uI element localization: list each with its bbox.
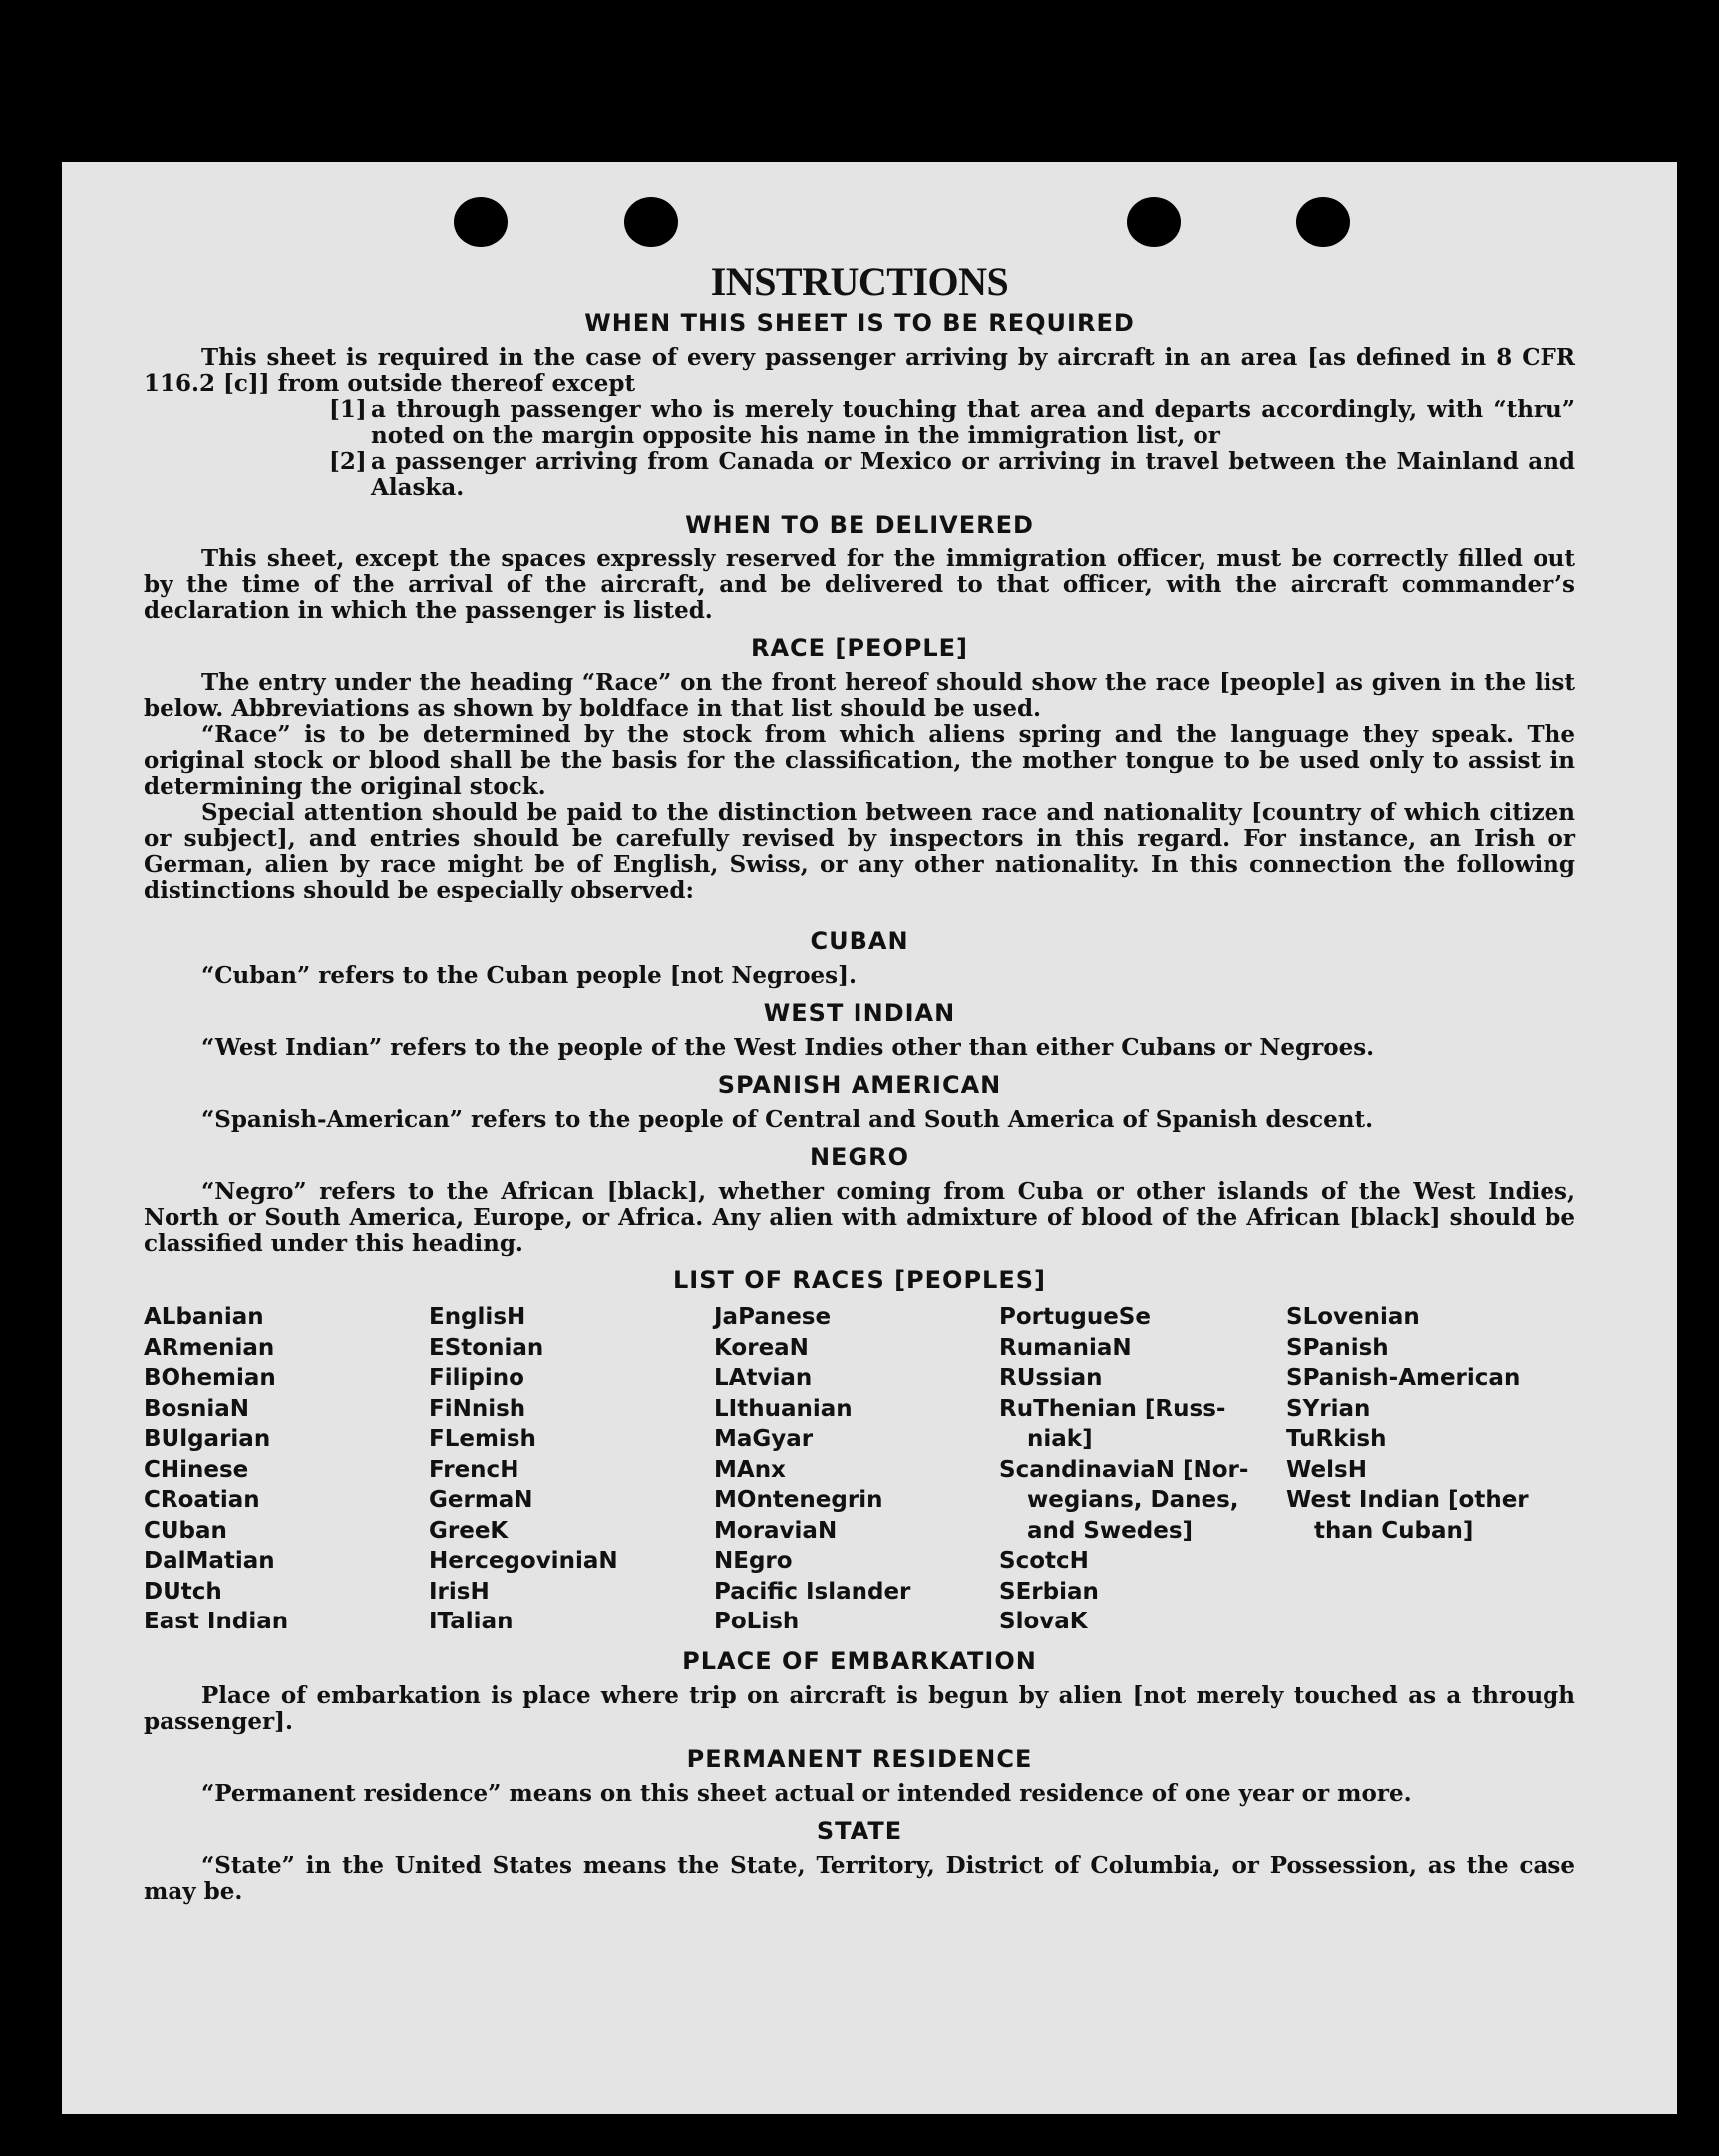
race-entry: MoraviaN xyxy=(714,1517,838,1544)
exception-item xyxy=(329,449,1575,501)
race-paragraph-3: Special attention should be paid to the distinction between race and nationality [country of which citizen or subject], and entries should be carefully revised by inspectors in this regard. For instance, an Irish or German, alien by race might be of English, Swiss, or any other nationality. In this connection the following distinctions should be especially observed: xyxy=(144,799,1575,903)
race-entry: LAtvian xyxy=(714,1365,813,1391)
punch-hole xyxy=(624,197,678,247)
race-entry: SPanish-American xyxy=(1286,1365,1521,1391)
item-text: a passenger arriving from Canada or Mexico or arriving in travel between the Mainland and Alaska. xyxy=(371,448,1575,501)
document-page xyxy=(62,162,1677,2114)
race-entry: DalMatian xyxy=(144,1548,275,1574)
race-entry: RumaniaN xyxy=(999,1334,1132,1361)
race-entry-continued: than Cuban] xyxy=(1314,1517,1474,1544)
heading-race: RACE [PEOPLE] xyxy=(750,634,969,662)
delivered-text: This sheet, except the spaces expressly reserved for the immigration officer, must be correctly filled out by the time of the arrival of the aircraft, and be delivered to that officer, with the aircraft commander’s declaration in which the passenger is listed. xyxy=(144,545,1575,624)
race-entry: SLovenian xyxy=(1286,1304,1420,1330)
race-entry: CUban xyxy=(144,1517,227,1544)
race-entry-continued: niak] xyxy=(1027,1426,1093,1452)
race-entry: DUtch xyxy=(144,1578,222,1605)
race-entry: TuRkish xyxy=(1286,1426,1387,1452)
race-entry: FLemish xyxy=(429,1426,536,1452)
races-column xyxy=(714,1302,999,1637)
race-entry: KoreaN xyxy=(714,1334,809,1361)
race-entry: SErbian xyxy=(999,1578,1099,1605)
race-entry: ARmenian xyxy=(144,1334,275,1361)
race-entry: JaPanese xyxy=(714,1304,832,1330)
race-entry: SPanish xyxy=(1286,1334,1389,1361)
race-entry: BOhemian xyxy=(144,1365,276,1391)
race-entry: BosniaN xyxy=(144,1395,250,1422)
punch-hole xyxy=(1296,197,1350,247)
race-entry: NEgro xyxy=(714,1548,793,1574)
races-column xyxy=(999,1302,1286,1637)
heading-permanent-residence: PERMANENT RESIDENCE xyxy=(686,1744,1033,1773)
race-entry: EnglisH xyxy=(429,1304,526,1330)
race-entry: ALbanian xyxy=(144,1304,264,1330)
race-entry: MOntenegrin xyxy=(714,1487,883,1513)
race-entry: IrisH xyxy=(429,1578,490,1605)
race-entry: MAnx xyxy=(714,1456,786,1483)
heading-negro: NEGRO xyxy=(809,1143,910,1171)
race-entry: RUssian xyxy=(999,1365,1103,1391)
race-entry: BUlgarian xyxy=(144,1426,271,1452)
race-entry: East Indian xyxy=(144,1609,289,1634)
race-entry: CRoatian xyxy=(144,1487,260,1513)
heading-cuban: CUBAN xyxy=(810,927,909,955)
races-column xyxy=(144,1302,429,1637)
race-entry: MaGyar xyxy=(714,1426,814,1452)
punch-hole xyxy=(454,197,508,247)
race-entry-continued: wegians, Danes, xyxy=(1027,1487,1239,1513)
heading-list-of-races: LIST OF RACES [PEOPLES] xyxy=(673,1266,1046,1294)
race-entry-continued: and Swedes] xyxy=(1027,1517,1194,1544)
race-entry: SYrian xyxy=(1286,1395,1371,1422)
page-title: INSTRUCTIONS xyxy=(710,259,1009,304)
race-paragraph-2: “Race” is to be determined by the stock from which aliens spring and the language they speak. The original stock or blood shall be the basis for the classification, the mother tongue to be used only to assist in determining the original stock. xyxy=(144,721,1575,800)
item-text: a through passenger who is merely touching that area and departs accordingly, with “thru” noted on the margin opposite his name in the immigration list, or xyxy=(371,396,1575,449)
race-entry: SlovaK xyxy=(999,1609,1088,1634)
state-text: “State” in the United States means the State, Territory, District of Columbia, or Possession, as the case may be. xyxy=(144,1851,1575,1905)
heading-when-delivered: WHEN TO BE DELIVERED xyxy=(685,511,1034,539)
heading-place-of-embarkation: PLACE OF EMBARKATION xyxy=(682,1646,1037,1675)
heading-when-required: WHEN THIS SHEET IS TO BE REQUIRED xyxy=(584,309,1135,337)
race-entry: HercegoviniaN xyxy=(429,1548,618,1574)
race-entry: ScotcH xyxy=(999,1548,1089,1574)
race-entry: EStonian xyxy=(429,1334,544,1361)
race-entry: FrencH xyxy=(429,1456,519,1483)
exception-list xyxy=(144,397,1575,501)
races-column xyxy=(429,1302,714,1637)
race-entry: ScandinaviaN [Nor- xyxy=(999,1456,1249,1483)
heading-spanish-american: SPANISH AMERICAN xyxy=(717,1071,1002,1099)
race-entry: ITalian xyxy=(429,1609,514,1634)
item-number: [2] xyxy=(329,448,367,475)
races-list xyxy=(144,1302,1575,1637)
heading-state: STATE xyxy=(816,1816,903,1845)
embarkation-text: Place of embarkation is place where trip on aircraft is begun by alien [not merely touched as a through passenger]. xyxy=(144,1681,1575,1735)
exception-item xyxy=(329,397,1575,449)
race-entry: Filipino xyxy=(429,1365,524,1391)
race-entry: CHinese xyxy=(144,1456,249,1483)
residence-text: “Permanent residence” means on this sheet actual or intended residence of one year or more. xyxy=(201,1779,1412,1807)
race-entry: GreeK xyxy=(429,1517,509,1544)
race-entry: LIthuanian xyxy=(714,1395,853,1422)
cuban-text: “Cuban” refers to the Cuban people [not Negroes]. xyxy=(201,962,858,989)
race-entry: PoLish xyxy=(714,1609,800,1634)
instructions-content xyxy=(144,259,1575,1905)
race-entry: RuThenian [Russ- xyxy=(999,1395,1226,1422)
races-column xyxy=(1286,1302,1575,1637)
race-paragraph-1: The entry under the heading “Race” on the front hereof should show the race [people] as given in the list below. Abbreviations as shown by boldface in that list should be used. xyxy=(144,669,1575,722)
race-entry: PortugueSe xyxy=(999,1304,1151,1330)
negro-text: “Negro” refers to the African [black], whether coming from Cuba or other islands of the West Indies, North or South America, Europe, or Africa. Any alien with admixture of blood of the African [black] should be classified under this heading. xyxy=(144,1178,1575,1257)
required-intro: This sheet is required in the case of every passenger arriving by aircraft in an area [as defined in 8 CFR 116.2 [c]] from outside thereof except xyxy=(144,344,1575,397)
race-entry: West Indian [other xyxy=(1286,1487,1529,1513)
race-entry: GermaN xyxy=(429,1487,533,1513)
item-number: [1] xyxy=(329,396,367,423)
punch-hole xyxy=(1127,197,1181,247)
spanish-american-text: “Spanish-American” refers to the people of Central and South America of Spanish descent. xyxy=(201,1106,1374,1133)
heading-west-indian: WEST INDIAN xyxy=(763,999,956,1027)
race-entry: FiNnish xyxy=(429,1395,526,1422)
west-indian-text: “West Indian” refers to the people of the West Indies other than either Cubans or Negroes. xyxy=(201,1034,1375,1061)
race-entry: Pacific Islander xyxy=(714,1578,911,1605)
race-entry: WelsH xyxy=(1286,1456,1367,1483)
